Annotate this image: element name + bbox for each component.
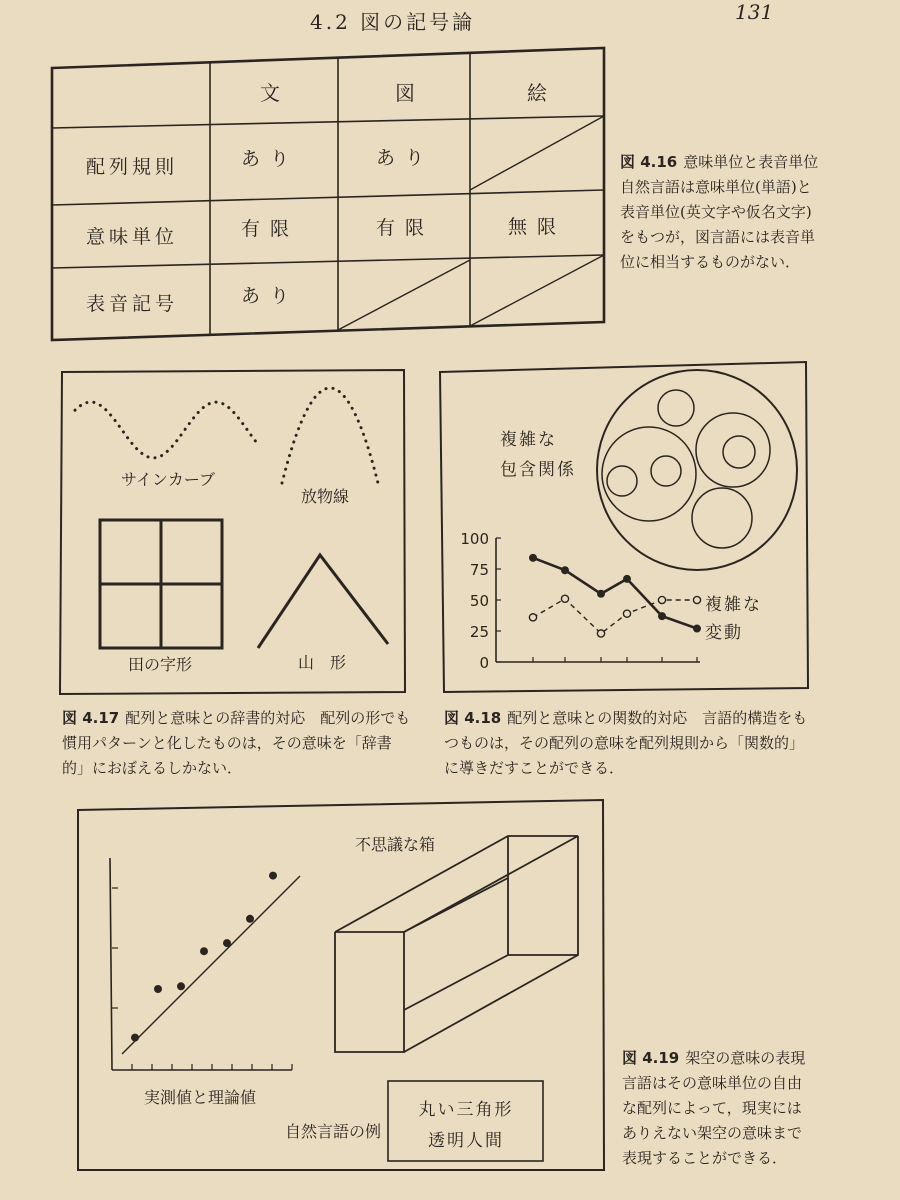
nest-label-1: 複雑な	[500, 430, 557, 450]
parabola-label: 放物線	[300, 487, 350, 506]
series-point-open	[529, 614, 536, 621]
mountain-shape	[258, 555, 388, 648]
series-point-filled	[693, 625, 701, 633]
example-1: 丸い三角形	[418, 1100, 514, 1120]
empty-cell-diagonal	[470, 116, 604, 190]
fit-line	[122, 876, 300, 1054]
nest-label-2: 包含関係	[500, 460, 576, 480]
series-point-filled	[561, 566, 569, 574]
fig17-frame	[60, 370, 405, 694]
fig16-caption	[620, 150, 834, 275]
table-row-divider	[52, 255, 604, 268]
fig17-caption	[62, 706, 412, 781]
y-tick-label: 75	[469, 561, 489, 579]
fig19-number: 図 4.19	[622, 1049, 680, 1067]
table-row-divider	[52, 116, 604, 128]
parabola-curve	[282, 388, 378, 483]
box-inner-edge	[404, 878, 508, 1010]
page-number: 131	[735, 0, 774, 24]
box-front-face	[335, 932, 404, 1052]
examples-label: 自然言語の例	[284, 1122, 382, 1141]
scatter-point	[131, 1034, 139, 1042]
series-line-dashed	[533, 599, 697, 634]
series-point-open	[623, 610, 630, 617]
box-inner-edge	[404, 878, 508, 932]
series-line-solid	[533, 558, 697, 629]
mountain-label: 山 形	[297, 653, 347, 672]
nest-circle	[692, 488, 752, 548]
nest-circle	[602, 427, 696, 521]
fig18-caption	[444, 706, 809, 781]
series-point-open	[597, 630, 604, 637]
table-cell: あり	[375, 147, 435, 169]
fig18-text: 配列と意味との関数的対応 言語的構造をもつものは，その配列の意味を配列規則から「関数的」に導きだすことができる．	[444, 709, 808, 777]
nest-inner-circle	[651, 456, 681, 486]
nest-outer-circle	[597, 370, 797, 570]
fig18-number: 図 4.18	[444, 709, 502, 727]
scatter-y-axis	[110, 858, 112, 1070]
scatter-point	[223, 939, 231, 947]
change-label-1: 複雑な	[705, 595, 762, 615]
table-row-label: 表音記号	[85, 293, 179, 315]
table-row-divider	[52, 190, 604, 205]
fig19-caption	[622, 1046, 821, 1171]
sine-curve	[75, 402, 259, 458]
table-cell: あり	[240, 285, 300, 307]
empty-cell-diagonal	[470, 255, 604, 326]
y-tick-label: 0	[479, 654, 489, 672]
table-cell: 無限	[507, 216, 567, 238]
table-column-header: 絵	[527, 81, 547, 105]
table-row-label: 配列規則	[85, 156, 179, 178]
scatter-point	[200, 947, 208, 955]
table-column-header: 図	[395, 81, 415, 105]
grid-label: 田の字形	[127, 655, 193, 674]
nest-inner-circle	[723, 436, 755, 468]
nest-inner-circle	[607, 466, 637, 496]
fig17-number: 図 4.17	[62, 709, 120, 727]
sine-label: サインカーブ	[120, 470, 216, 489]
series-point-open	[658, 596, 665, 603]
table-cell: 有限	[240, 218, 300, 240]
box-label: 不思議な箱	[354, 835, 436, 854]
box-side-edge	[404, 836, 578, 1052]
example-2: 透明人間	[428, 1131, 504, 1151]
y-tick-label: 25	[469, 623, 489, 641]
change-label-2: 変動	[705, 623, 743, 643]
table-column-header: 文	[260, 81, 280, 105]
series-point-filled	[597, 590, 605, 598]
scatter-point	[246, 915, 254, 923]
y-tick-label: 50	[469, 592, 489, 610]
nest-circle	[696, 413, 770, 487]
table-cell: 有限	[375, 217, 435, 239]
fig16-number: 図 4.16	[620, 153, 678, 171]
fig19-text: 架空の意味の表現 言語はその意味単位の自由な配列によって，現実にはありえない架空の意味まで表現することができる．	[622, 1049, 821, 1167]
empty-cell-diagonal	[338, 260, 470, 330]
running-head: 4.2 図の記号論	[310, 10, 476, 34]
nest-circle	[658, 390, 694, 426]
table-row-label: 意味単位	[85, 226, 179, 248]
series-point-open	[561, 595, 568, 602]
scatter-point	[269, 872, 277, 880]
series-point-filled	[529, 554, 537, 562]
series-point-filled	[623, 575, 631, 583]
fig16-text: 意味単位と表音単位 自然言語は意味単位(単語)と表音単位(英文字や仮名文字)をもつが，図言語には表音単位に相当するものがない．	[620, 153, 834, 271]
scatter-label: 実測値と理論値	[143, 1088, 257, 1107]
scatter-point	[177, 982, 185, 990]
scatter-point	[154, 985, 162, 993]
series-point-filled	[658, 612, 666, 620]
table-cell: あり	[240, 148, 300, 170]
y-tick-label: 100	[460, 530, 489, 548]
fig17-text: 配列と意味との辞書的対応 配列の形でも慣用パターンと化したものは，その意味を「辞書的」におぼえるしかない．	[62, 709, 411, 777]
series-point-open	[693, 596, 700, 603]
